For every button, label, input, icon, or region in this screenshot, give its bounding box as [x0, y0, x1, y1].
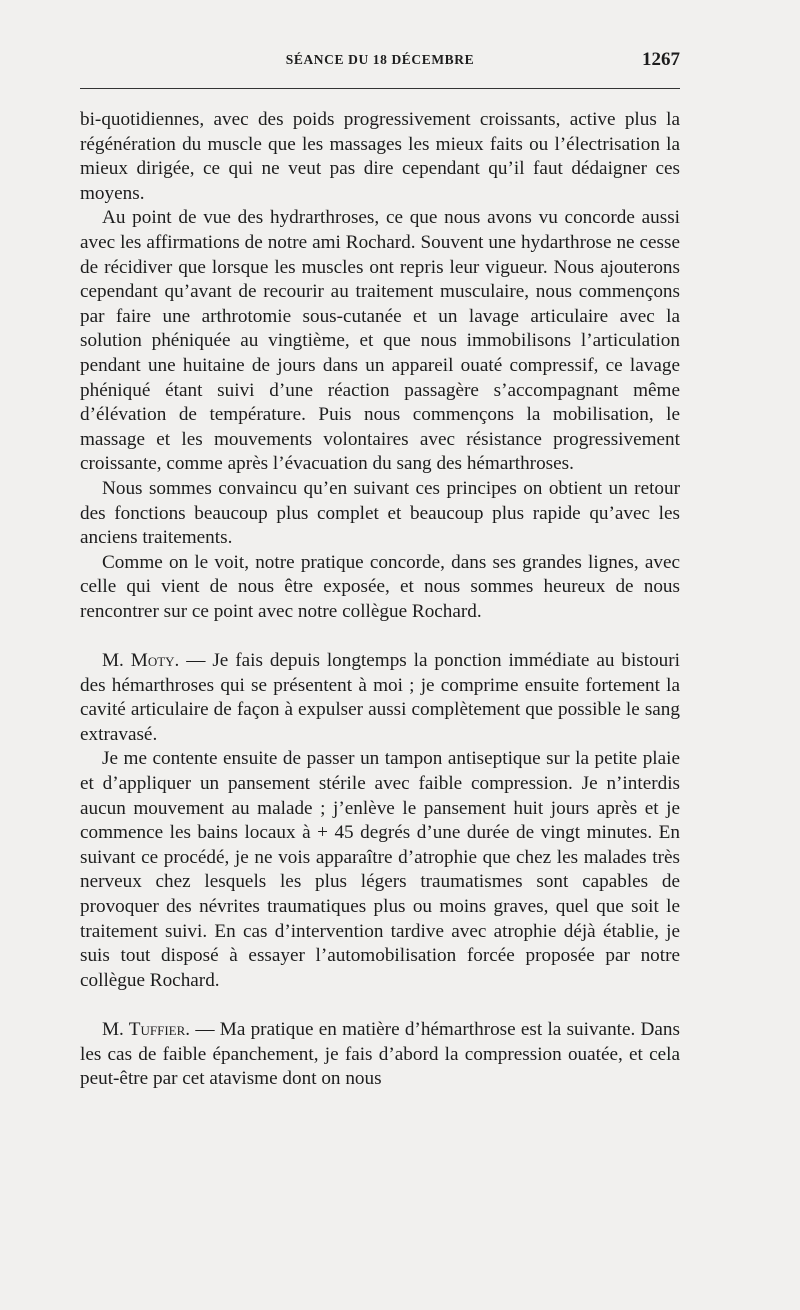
speech-moty-text: — Je fais depuis longtemps la ponction immédiate au bistouri des hémarthroses qui se présentent à moi ; je comprime ensuite fortement la cavité articulaire de façon à expulser aussi complètement que possible le sang extravasé.	[80, 650, 680, 745]
paragraph-3: Nous sommes convaincu qu’en suivant ces principes on obtient un retour des fonctions beaucoup plus complet et beaucoup plus rapide qu’avec les anciens traitements.	[80, 477, 680, 549]
paragraph-4: Comme on le voit, notre pratique concorde, dans ses grandes lignes, avec celle qui vient de nous être exposée, et nous sommes heureux de nous rencontrer sur ce point avec notre collègue Rochard.	[80, 551, 680, 622]
speech-moty	[80, 649, 680, 747]
speech-tuffier	[80, 1018, 680, 1092]
body-text	[80, 108, 680, 1092]
paragraph-1: bi-quotidiennes, avec des poids progressivement croissants, active plus la régénération du muscle que les massages les mieux faits ou l’électrisation la mieux dirigée, ce qui ne veut pas dire cependant qu’il faut dédaigner ces moyens.	[80, 109, 680, 204]
speaker-moty: M. Moty.	[102, 650, 180, 672]
running-title: SÉANCE DU 18 DÉCEMBRE	[285, 52, 475, 67]
paragraph-6: Je me contente ensuite de passer un tampon antiseptique sur la petite plaie et d’appliquer un pansement stérile avec faible compression. Je n’interdis aucun mouvement au malade ; j’enlève le pansement huit jours après et je commence les bains locaux à + 45 degrés d’une durée de vingt minutes. En suivant ce procédé, je ne vois apparaître d’atrophie que chez les malades très nerveux chez lesquels les plus légers traumatismes sont capables de provoquer des névrites traumatiques plus ou moins graves, quel que soit le traitement suivi. En cas d’intervention tardive avec atrophie déjà établie, je suis tout disposé à essayer l’automobilisation forcée proposée par notre collègue Rochard.	[80, 748, 680, 991]
speaker-tuffier: M. Tuffier.	[102, 1018, 191, 1040]
paragraph-2: Au point de vue des hydrarthroses, ce que nous avons vu concorde aussi avec les affirmations de notre ami Rochard. Souvent une hydarthrose ne cesse de récidiver que lorsque les muscles ont repris leur vigueur. Nous ajouterons cependant qu’avant de recourir au traitement musculaire, nous commençons par faire une arthrotomie sous-cutanée et un lavage articulaire avec la solution phéniquée au vingtième, et que nous immobilisons l’articulation pendant une huitaine de jours dans un appareil ouaté compressif, ce lavage phéniqué étant suivi d’une réaction passagère s’accompagnant même d’élévation de température. Puis nous commençons la mobilisation, le massage et les mouvements volontaires avec résistance progressivement croissante, comme après l’évacuation du sang des hémarthroses.	[80, 207, 680, 475]
page-header	[80, 49, 680, 78]
header-rule	[80, 88, 680, 89]
page-number: 1267	[642, 49, 680, 70]
speech-tuffier-text: — Ma pratique en matière d’hémarthrose est la suivante. Dans les cas de faible épanchement, je fais d’abord la compression ouatée, et cela peut-être par cet atavisme dont on nous	[80, 1018, 680, 1090]
